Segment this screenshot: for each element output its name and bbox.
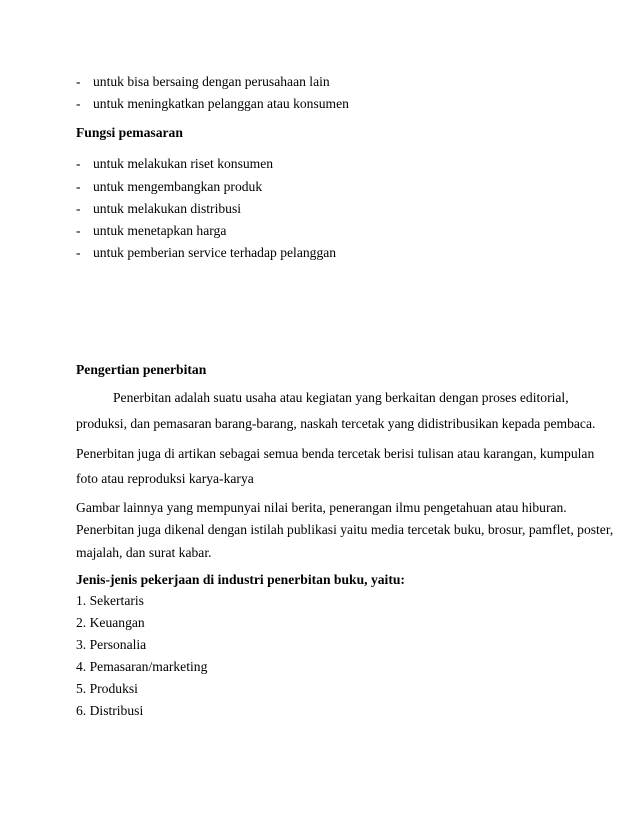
list-item: 1. Sekertaris [76, 593, 144, 608]
dash-bullet: - [76, 96, 81, 111]
dash-bullet: - [76, 74, 81, 89]
fungsi-heading: Fungsi pemasaran [76, 125, 183, 140]
list-item: 6. Distribusi [76, 703, 144, 718]
list-item: 4. Pemasaran/marketing [76, 659, 208, 674]
paragraph-line: produksi, dan pemasaran barang-barang, naskah tercetak yang didistribusikan kepada pembaca. [76, 416, 596, 431]
dash-bullet: - [76, 179, 81, 194]
list-item-text: untuk mengembangkan produk [93, 179, 263, 194]
list-item-text: untuk bisa bersaing dengan perusahaan lain [93, 74, 330, 89]
paragraph-line: majalah, dan surat kabar. [76, 545, 212, 560]
pengertian-heading: Pengertian penerbitan [76, 362, 207, 377]
list-item-text: untuk meningkatkan pelanggan atau konsumen [93, 96, 349, 111]
list-item-text: untuk melakukan distribusi [93, 201, 242, 216]
paragraph-line: Gambar lainnya yang mempunyai nilai berita, penerangan ilmu pengetahuan atau hiburan. [76, 500, 567, 515]
list-item-text: untuk pemberian service terhadap pelanggan [93, 245, 337, 260]
dash-bullet: - [76, 245, 81, 260]
list-item: 2. Keuangan [76, 615, 145, 630]
dash-bullet: - [76, 156, 81, 171]
list-item: 3. Personalia [76, 637, 147, 652]
paragraph-line: foto atau reproduksi karya-karya [76, 471, 254, 486]
jenis-heading: Jenis-jenis pekerjaan di industri penerbitan buku, yaitu: [76, 572, 405, 587]
list-item: 5. Produksi [76, 681, 138, 696]
paragraph-line: Penerbitan adalah suatu usaha atau kegiatan yang berkaitan dengan proses editorial, [113, 390, 569, 405]
dash-bullet: - [76, 223, 81, 238]
paragraph-line: Penerbitan juga dikenal dengan istilah publikasi yaitu media tercetak buku, brosur, pamflet, poster, [76, 522, 614, 537]
list-item-text: untuk melakukan riset konsumen [93, 156, 274, 171]
list-item-text: untuk menetapkan harga [93, 223, 227, 238]
paragraph-line: Penerbitan juga di artikan sebagai semua benda tercetak berisi tulisan atau karangan, kumpulan [76, 446, 595, 461]
dash-bullet: - [76, 201, 81, 216]
